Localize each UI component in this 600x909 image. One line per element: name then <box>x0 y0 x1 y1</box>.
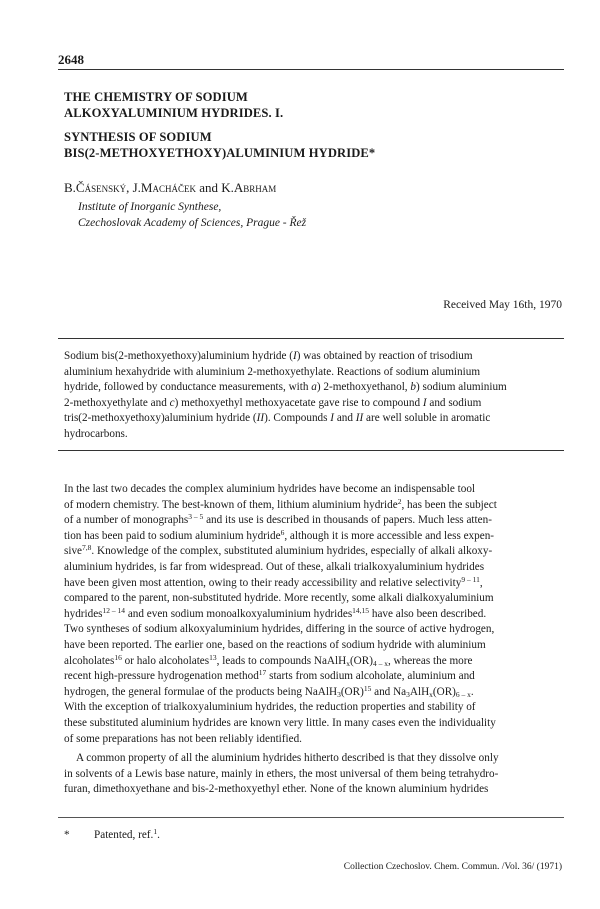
citation: 6 <box>280 527 285 537</box>
citation: 3 – 5 <box>188 512 204 522</box>
title-line: ALKOXYALUMINIUM HYDRIDES. I. <box>64 106 284 120</box>
citation: 15 <box>363 683 372 693</box>
author-initial: J. <box>132 180 141 195</box>
citation: 9 – 11 <box>461 574 480 584</box>
citation: 12 – 14 <box>102 605 126 615</box>
footnote-rule <box>58 817 564 818</box>
body-line: A common property of all the aluminium hydrides hitherto described is that they dissolve only <box>76 752 499 765</box>
citation: 16 <box>114 652 122 662</box>
abstract-line: aluminium hexahydride with aluminium 2-methoxyethylate. Reactions of sodium aluminium <box>64 365 481 378</box>
body-line: sive$^{7,8}$. Knowledge of the complex, substituted aluminium hydrides, especially of alkali alkoxy- <box>64 543 493 558</box>
body-line: recent high-pressure hydrogenation method$^{17}$ starts from sodium alcoholate, aluminium and <box>64 668 475 683</box>
abstract-top-rule <box>58 338 564 339</box>
author-initial: K. <box>221 180 234 195</box>
abstract-bottom-rule <box>58 450 564 451</box>
header-rule <box>58 69 564 70</box>
abstract-line: Sodium bis(2-methoxyethoxy)aluminium hydride (I) was obtained by reaction of trisodium <box>64 350 473 362</box>
subtitle-line: BIS(2-METHOXYETHOXY)ALUMINIUM HYDRIDE* <box>64 146 376 160</box>
citation: 13 <box>209 652 217 662</box>
body-line: Two syntheses of sodium alkoxyaluminium hydrides, differing in the source of active hydrogen, <box>64 623 495 636</box>
subtitle-line: SYNTHESIS OF SODIUM <box>64 130 212 144</box>
citation: 14,15 <box>352 605 370 615</box>
body-line: these substituted aluminium hydrides are known very little. In many cases even the individuality <box>64 716 496 729</box>
abstract-line: tris(2-methoxyethoxy)aluminium hydride (II). Compounds I and II are well soluble in aromatic <box>64 412 491 425</box>
citation: 7,8 <box>82 543 92 553</box>
body-line: furan, dimethoxyethane and bis-2-methoxyethyl ether. None of the known aluminium hydrides <box>64 783 489 796</box>
citation: 17 <box>258 668 267 678</box>
body-line: tion has been paid to sodium aluminium hydride$^6$, although it is more accessible and less expen- <box>64 527 495 542</box>
citation: 2 <box>397 496 402 506</box>
body-line: have been given most attention, owing to their ready accessibility and relative selectivity$^{9 - 11}$, <box>64 574 483 589</box>
received-date: Received May 16th, 1970 <box>443 299 562 311</box>
article-title <box>64 89 554 161</box>
title-line: THE CHEMISTRY OF SODIUM <box>64 90 248 104</box>
body-line: of modern chemistry. The best-known of them, lithium aluminium hydride$^2$, has been the subject <box>64 496 497 511</box>
body-line: hydrides$^{12 - 14}$ and even sodium monoalkoxyaluminium hydrides$^{14,15}$ have also been described. <box>64 605 487 620</box>
author-name: Abrham <box>233 180 277 195</box>
citation: 1 <box>153 827 158 836</box>
page-number: 2648 <box>58 52 84 67</box>
abstract-line: hydrocarbons. <box>64 427 128 440</box>
body-line: alcoholates$^{16}$ or halo alcoholates$^{13}$, leads to compounds $NaAlH_x(OR)_{4 - x}$, whereas the more <box>64 652 473 668</box>
body-line: In the last two decades the complex aluminium hydrides have become an indispensable tool <box>64 483 476 495</box>
abstract <box>64 349 562 443</box>
author-list: B.Čásenský, J.Macháček and K.Abrham <box>64 180 277 195</box>
body-line: With the exception of trialkoxyaluminium hydrides, the reduction properties and stability of <box>64 701 476 714</box>
body-line: have been reported. The earlier one, based on the reactions of sodium hydride with aluminium <box>64 638 486 651</box>
body-line: hydrogen, the general formulae of the products being NaAlH$_3$(OR)$^{15}$ and $Na_3AlH_x(OR)_{6 - x}$. <box>64 683 474 699</box>
author-initial: B. <box>64 180 76 195</box>
footnote-mark: * <box>64 829 70 841</box>
affiliation: Institute of Inorganic Synthese, Czechoslovak Academy of Sciences, Prague - Řež <box>78 201 307 229</box>
body-line: of some preparations has not been reliably identified. <box>64 732 302 745</box>
abstract-line: 2-methoxyethylate and c) methoxyethyl methoxyacetate gave rise to compound I and sodium <box>64 396 482 409</box>
footnote: * Patented, ref.$^1$. <box>64 827 160 841</box>
author-name: Čásenský <box>75 180 127 195</box>
body-text <box>64 482 562 798</box>
journal-citation: Collection Czechoslov. Chem. Commun. /Vol. 36/ (1971) <box>343 862 562 872</box>
body-line: of a number of monographs$^{3 - 5}$ and its use is described in thousands of papers. Much less atten- <box>64 512 492 527</box>
abstract-line: hydride, followed by conductance measurements, with a) 2-methoxyethanol, b) sodium aluminium <box>64 381 507 394</box>
body-line: in solvents of a Lewis base nature, mainly in ethers, the most universal of them being tetrahydro- <box>64 767 499 780</box>
body-line: aluminium hydrides, is far from widespread. Out of these, alkali trialkoxyaluminium hydrides <box>64 560 485 573</box>
body-line: compared to the parent, non-substituted hydride. More recently, some alkali dialkoxyaluminium <box>64 592 494 605</box>
author-name: Macháček <box>140 180 196 195</box>
